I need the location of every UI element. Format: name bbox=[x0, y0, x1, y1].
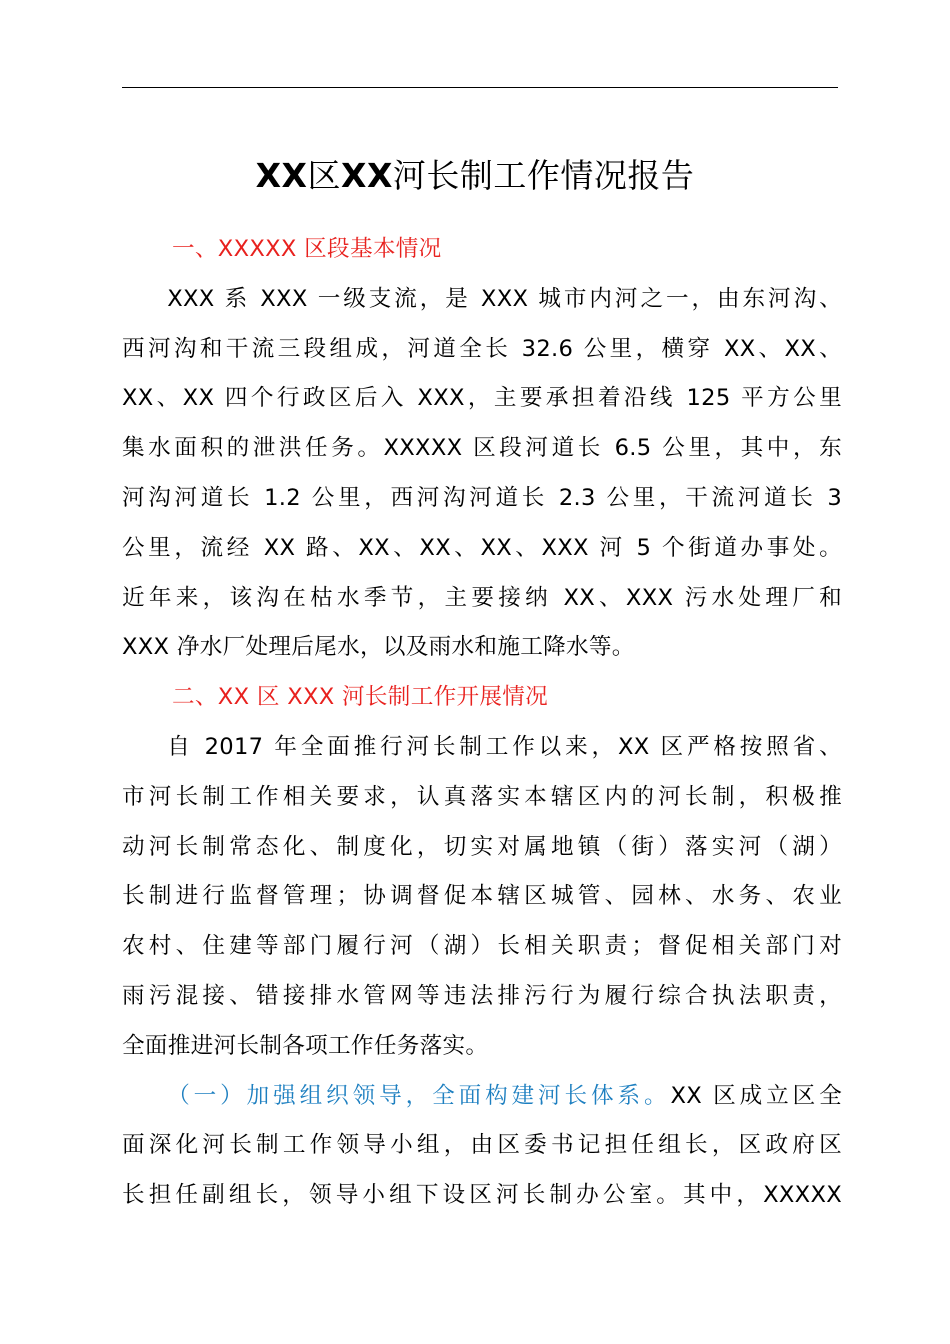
paragraph-line: XX、XX 四个行政区后入 XXX，主要承担着沿线 125 平方公里 bbox=[122, 385, 842, 412]
paragraph-line: 集水面积的泄洪任务。XXXXX 区段河道长 6.5 公里，其中，东 bbox=[122, 435, 842, 462]
paragraph-line: 西河沟和干流三段组成，河道全长 32.6 公里，横穿 XX、XX、 bbox=[122, 335, 842, 362]
section-2-heading: 二、XX 区 XXX 河长制工作开展情况 bbox=[172, 684, 549, 711]
paragraph-line: 全面推进河长制各项工作任务落实。 bbox=[122, 1032, 489, 1059]
paragraph-line: 长制进行监督管理；协调督促本辖区城管、园林、水务、农业 bbox=[122, 883, 842, 910]
paragraph-line: 农村、住建等部门履行河（湖）长相关职责；督促相关部门对 bbox=[122, 933, 842, 960]
paragraph-line: 近年来，该沟在枯水季节，主要接纳 XX、XXX 污水处理厂和 bbox=[122, 584, 842, 611]
paragraph-line: 自 2017 年全面推行河长制工作以来，XX 区严格按照省、 bbox=[167, 733, 842, 760]
paragraph-line: 市河长制工作相关要求，认真落实本辖区内的河长制，积极推 bbox=[122, 783, 842, 810]
subsection-1-first-tail: XX 区成立区全 bbox=[670, 1082, 842, 1109]
title-part-3: XX bbox=[341, 156, 393, 195]
subsection-1-heading: （一）加强组织领导，全面构建河长体系。 bbox=[167, 1082, 671, 1109]
document-title bbox=[0, 150, 950, 202]
section-1-paragraph bbox=[122, 275, 842, 673]
paragraph-line: 公里，流经 XX 路、XX、XX、XX、XXX 河 5 个街道办事处。 bbox=[122, 534, 842, 561]
header-rule bbox=[122, 87, 838, 88]
section-1-heading: 一、XXXXX 区段基本情况 bbox=[172, 236, 442, 262]
paragraph-line: XXX 净水厂处理后尾水，以及雨水和施工降水等。 bbox=[122, 634, 635, 661]
paragraph-line: 动河长制常态化、制度化，切实对属地镇（街）落实河（湖） bbox=[122, 833, 842, 860]
title-part-4: 河长制工作情况报告 bbox=[392, 156, 695, 195]
subsection-1-paragraph bbox=[122, 1072, 842, 1221]
document-body bbox=[122, 225, 842, 1221]
paragraph-line: 雨污混接、错接排水管网等违法排污行为履行综合执法职责， bbox=[122, 982, 842, 1009]
title-part-1: XX bbox=[255, 156, 308, 195]
paragraph-line: XXX 系 XXX 一级支流，是 XXX 城市内河之一，由东河沟、 bbox=[167, 285, 842, 312]
title-part-2: 区 bbox=[307, 156, 341, 195]
paragraph-line: 面深化河长制工作领导小组，由区委书记担任组长，区政府区 bbox=[122, 1132, 842, 1159]
paragraph-line bbox=[122, 1072, 842, 1122]
section-2-paragraph bbox=[122, 723, 842, 1072]
paragraph-line: 长担任副组长，领导小组下设区河长制办公室。其中，XXXXX bbox=[122, 1182, 842, 1209]
paragraph-line: 河沟河道长 1.2 公里，西河沟河道长 2.3 公里，干流河道长 3 bbox=[122, 484, 842, 511]
